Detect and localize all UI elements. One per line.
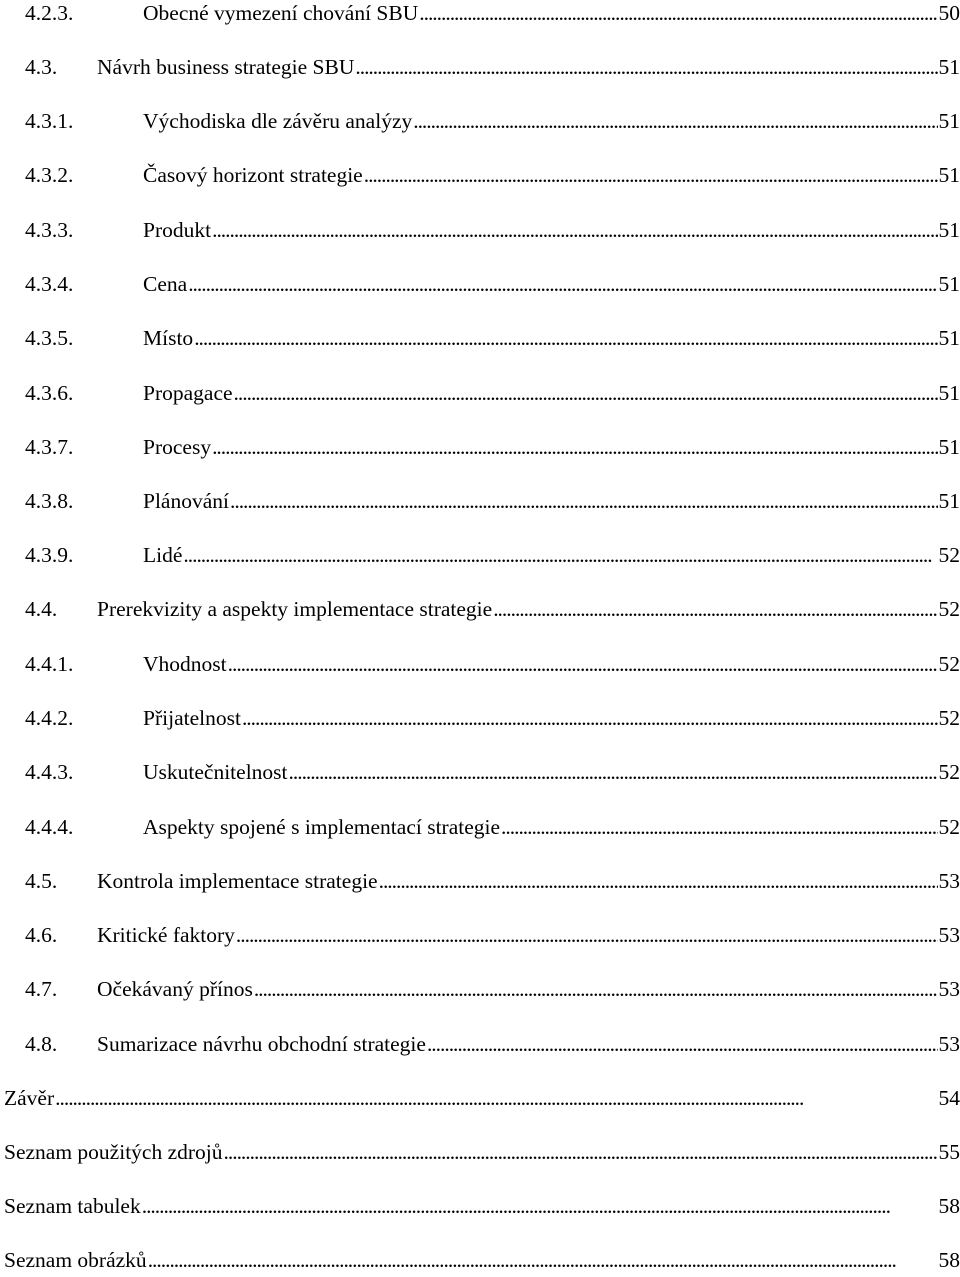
toc-dot-leader [379,864,938,898]
toc-dot-leader [242,701,938,735]
toc-entry-page: 58 [939,1189,960,1223]
toc-dot-leader [148,1243,938,1277]
toc-entry-title: Seznam obrázků [4,1243,147,1277]
toc-entry-number: 4.4. [25,592,97,626]
toc-entry-number: 4.4.1. [25,647,143,681]
toc-dot-leader [142,1189,938,1223]
toc-dot-leader [289,755,938,789]
toc-dot-leader [501,810,937,844]
toc-entry-title: Produkt [143,213,211,247]
toc-entry-title: Sumarizace návrhu obchodní strategie [97,1027,426,1061]
toc-dot-leader [194,321,937,355]
toc-dot-leader [224,1135,938,1169]
toc-entry-4-4-2[interactable] [25,701,960,735]
toc-entry-number: 4.3.1. [25,104,143,138]
toc-entry-page: 51 [939,158,960,192]
toc-entry-page: 53 [939,1027,960,1061]
toc-entry-zdroje[interactable] [4,1135,960,1169]
toc-entry-title: Kontrola implementace strategie [97,864,378,898]
toc-entry-4-3-5[interactable] [25,321,960,355]
toc-entry-page: 52 [939,701,960,735]
toc-entry-title: Závěr [4,1081,54,1115]
toc-entry-title: Očekávaný přínos [97,972,253,1006]
toc-entry-number: 4.3.2. [25,158,143,192]
toc-dot-leader [355,50,937,84]
toc-entry-4-5[interactable] [25,864,960,898]
toc-entry-number: 4.3.3. [25,213,143,247]
toc-entry-page: 51 [939,50,960,84]
toc-dot-leader [493,592,937,626]
toc-entry-number: 4.4.4. [25,810,143,844]
toc-entry-page: 58 [939,1243,960,1277]
toc-entry-number: 4.4.3. [25,755,143,789]
toc-entry-page: 51 [939,321,960,355]
toc-dot-leader [55,1081,937,1115]
toc-entry-title: Lidé [143,538,182,572]
toc-entry-title: Návrh business strategie SBU [97,50,354,84]
toc-entry-page: 53 [939,972,960,1006]
toc-entry-obrazky[interactable] [4,1243,960,1277]
toc-entry-title: Plánování [143,484,229,518]
toc-entry-page: 50 [939,0,960,30]
toc-entry-page: 51 [939,376,960,410]
toc-entry-number: 4.3.7. [25,430,143,464]
toc-entry-number: 4.3.8. [25,484,143,518]
toc-entry-page: 51 [939,430,960,464]
toc-entry-title: Aspekty spojené s implementací strategie [143,810,500,844]
toc-entry-number: 4.8. [25,1027,97,1061]
toc-entry-zaver[interactable] [4,1081,960,1115]
toc-dot-leader [183,538,937,572]
toc-entry-4-6[interactable] [25,918,960,952]
toc-entry-number: 4.4.2. [25,701,143,735]
toc-entry-page: 52 [939,810,960,844]
toc-entry-number: 4.3.9. [25,538,143,572]
toc-entry-4-3[interactable] [25,50,960,84]
toc-entry-title: Procesy [143,430,211,464]
toc-entry-page: 54 [939,1081,960,1115]
toc-entry-title: Východiska dle závěru analýzy [143,104,412,138]
toc-entry-title: Uskutečnitelnost [143,755,288,789]
toc-entry-4-4-3[interactable] [25,755,960,789]
toc-entry-4-3-1[interactable] [25,104,960,138]
toc-dot-leader [254,972,938,1006]
toc-dot-leader [364,158,938,192]
toc-entry-number: 4.2.3. [25,0,143,30]
toc-entry-number: 4.3. [25,50,97,84]
toc-entry-title: Cena [143,267,187,301]
toc-entry-number: 4.7. [25,972,97,1006]
toc-entry-page: 55 [939,1135,960,1169]
toc-entry-title: Místo [143,321,193,355]
toc-entry-page: 51 [939,213,960,247]
toc-entry-title: Časový horizont strategie [143,158,363,192]
toc-entry-title: Obecné vymezení chování SBU [143,0,418,30]
toc-entry-page: 52 [939,647,960,681]
toc-dot-leader [228,647,938,681]
toc-entry-number: 4.6. [25,918,97,952]
toc-entry-title: Přijatelnost [143,701,241,735]
toc-entry-4-3-3[interactable] [25,213,960,247]
toc-dot-leader [419,0,937,30]
toc-dot-leader [413,104,937,138]
toc-entry-page: 51 [939,484,960,518]
toc-entry-number: 4.3.4. [25,267,143,301]
toc-entry-number: 4.3.5. [25,321,143,355]
toc-entry-4-7[interactable] [25,972,960,1006]
toc-entry-number: 4.3.6. [25,376,143,410]
toc-entry-title: Vhodnost [143,647,227,681]
toc-entry-4-3-8[interactable] [25,484,960,518]
toc-entry-page: 52 [939,592,960,626]
toc-dot-leader [212,213,937,247]
toc-entry-page: 52 [939,755,960,789]
toc-entry-4-3-4[interactable] [25,267,960,301]
toc-dot-leader [427,1027,938,1061]
toc-dot-leader [234,376,938,410]
toc-entry-title: Prerekvizity a aspekty implementace strategie [97,592,492,626]
toc-entry-4-4[interactable] [25,592,960,626]
toc-entry-4-4-4[interactable] [25,810,960,844]
toc-dot-leader [188,267,937,301]
toc-entry-4-4-1[interactable] [25,647,960,681]
toc-entry-4-8[interactable] [25,1027,960,1061]
toc-entry-title: Seznam tabulek [4,1189,141,1223]
toc-entry-4-3-6[interactable] [25,376,960,410]
toc-entry-page: 53 [939,918,960,952]
toc-entry-tabulky[interactable] [4,1189,960,1223]
toc-entry-page: 53 [939,864,960,898]
toc-entry-4-3-7[interactable] [25,430,960,464]
toc-dot-leader [212,430,937,464]
toc-dot-leader [230,484,938,518]
toc-entry-page: 51 [939,267,960,301]
toc-entry-title: Propagace [143,376,233,410]
toc-dot-leader [236,918,938,952]
toc-entry-4-3-2[interactable] [25,158,960,192]
toc-entry-title: Kritické faktory [97,918,235,952]
toc-entry-4-2-3[interactable] [25,0,960,30]
toc-entry-4-3-9[interactable] [25,538,960,572]
toc-entry-page: 52 [939,538,960,572]
toc-entry-number: 4.5. [25,864,97,898]
toc-entry-title: Seznam použitých zdrojů [4,1135,223,1169]
toc-entry-page: 51 [939,104,960,138]
